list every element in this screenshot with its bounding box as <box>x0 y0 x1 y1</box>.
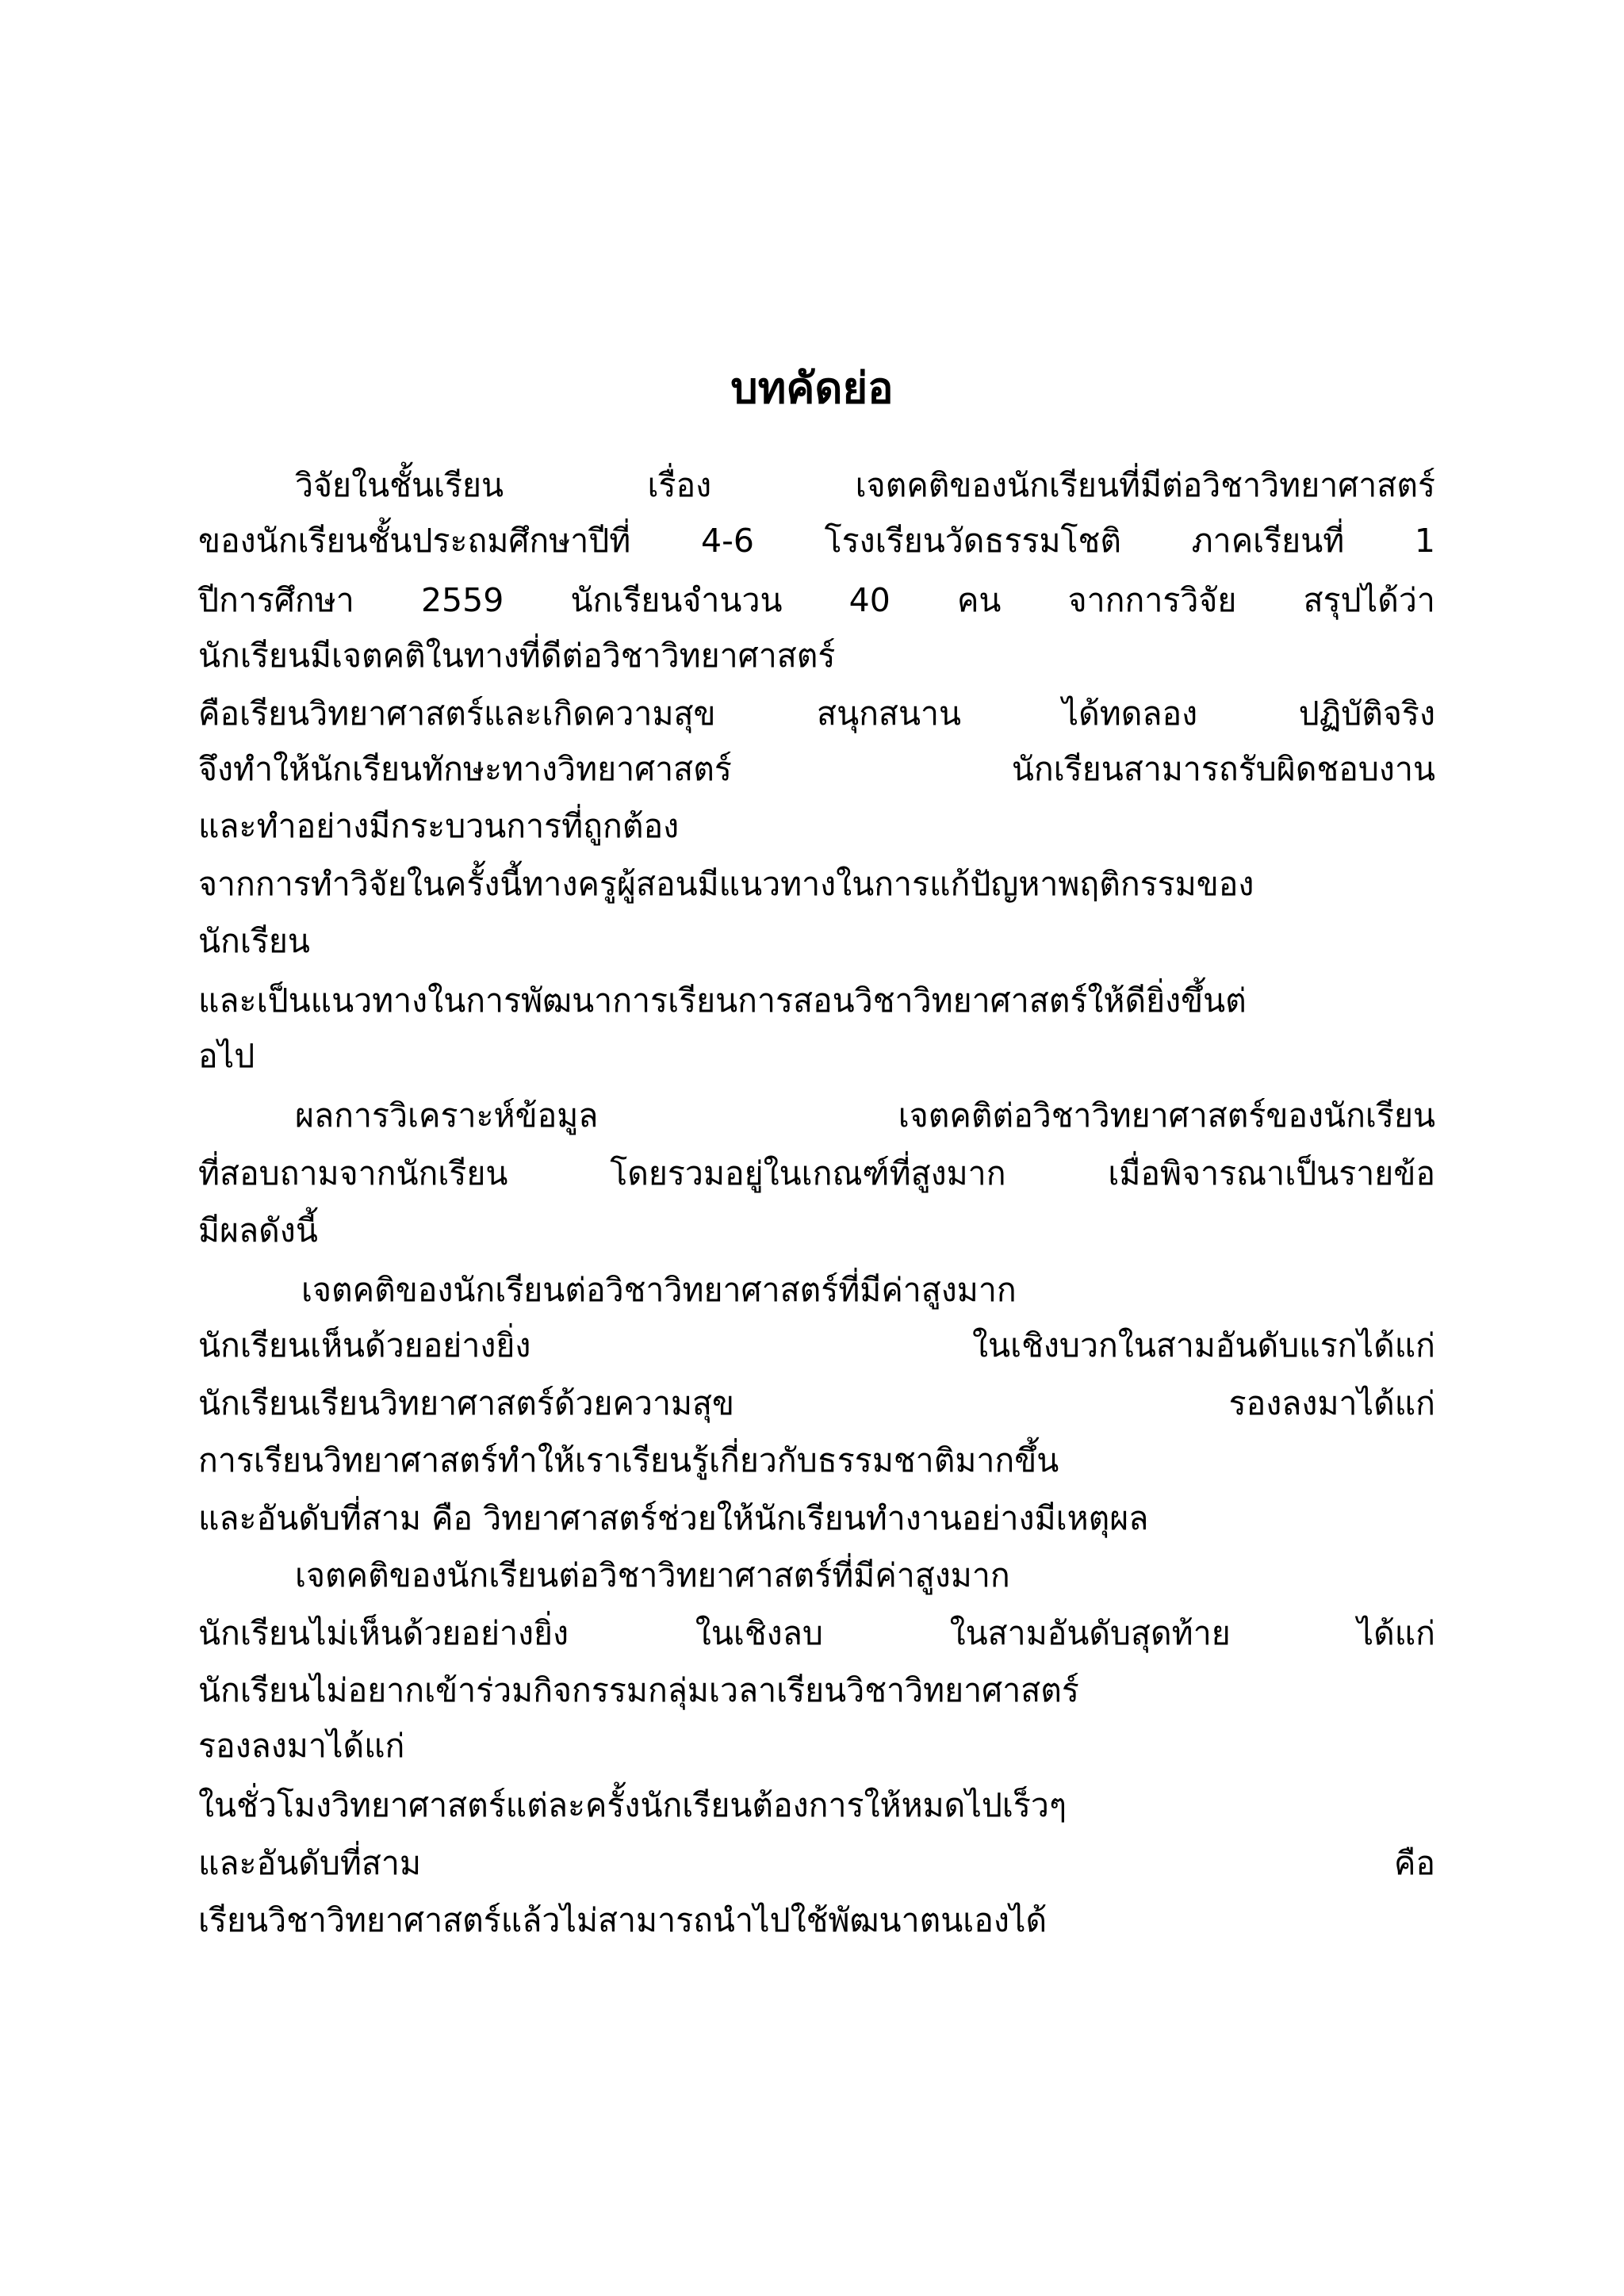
p1-line-4: นักเรียนมีเจตคติในทางที่ดีต่อวิชาวิทยาศาสตร์ <box>198 637 836 675</box>
p1-line-1-w3: เจตคติของนักเรียนที่มีต่อวิชาวิทยาศาสตร์ <box>855 466 1435 504</box>
p1-line-2 <box>198 515 1435 566</box>
p1-line-3-w5: คน <box>957 581 1002 619</box>
p2-line-1 <box>295 1090 1435 1141</box>
p1-line-3-w6: จากการวิจัย <box>1067 581 1237 619</box>
p3-line-4: การเรียนวิทยาศาสตร์ทำให้เราเรียนรู้เกี่ยวกับธรรมชาติมากขึ้น <box>198 1441 1059 1479</box>
p4-line-7: เรียนวิชาวิทยาศาสตร์แล้วไม่สามารถนำไปใช้พัฒนาตนเองได้ <box>198 1901 1048 1939</box>
p1-line-5-w3: ได้ทดลอง <box>1062 695 1198 733</box>
p4-line-2-w3: ในสามอันดับสุดท้าย <box>949 1614 1231 1652</box>
p1-line-9: นักเรียน <box>198 922 310 960</box>
p1-line-3-w7: สรุปได้ว่า <box>1303 581 1435 619</box>
p1-line-5-w2: สนุกสนาน <box>817 695 962 733</box>
p1-line-3 <box>198 575 1435 626</box>
p4-line-1: เจตคติของนักเรียนต่อวิชาวิทยาศาสตร์ที่มีค่าสูงมาก <box>295 1556 1010 1594</box>
p1-line-7: และทำอย่างมีกระบวนการที่ถูกต้อง <box>198 807 680 845</box>
p2-line-1-w2: เจตคติต่อวิชาวิทยาศาสตร์ของนักเรียน <box>898 1096 1435 1135</box>
p3-line-2 <box>198 1320 1435 1371</box>
p1-line-6-w2: นักเรียนสามารถรับผิดชอบงาน <box>1011 750 1435 788</box>
p3-line-2-w1: นักเรียนเห็นด้วยอย่างยิ่ง <box>198 1326 531 1364</box>
p1-line-2-w1: ของนักเรียนชั้นประถมศึกษาปีที่ <box>198 522 631 560</box>
p3-line-1: เจตคติของนักเรียนต่อวิชาวิทยาศาสตร์ที่มีค่าสูงมาก <box>301 1271 1017 1309</box>
p4-line-6 <box>198 1838 1435 1888</box>
p1-line-2-w5: 1 <box>1414 522 1435 560</box>
p2-line-1-w1: ผลการวิเคราะห์ข้อมูล <box>295 1096 599 1135</box>
p4-line-4: รองลงมาได้แก่ <box>198 1727 405 1765</box>
p4-line-2-w2: ในเชิงลบ <box>695 1614 823 1652</box>
p2-line-3: มีผลดังนี้ <box>198 1211 318 1249</box>
p1-line-3-w3: นักเรียนจำนวน <box>570 581 783 619</box>
abstract-title: บทคัดย่อ <box>730 363 894 413</box>
p1-line-6-w1: จึงทำให้นักเรียนทักษะทางวิทยาศาสตร์ <box>198 750 732 788</box>
p3-line-3 <box>198 1378 1435 1429</box>
p1-line-5 <box>198 688 1435 739</box>
p4-line-6-w1: และอันดับที่สาม <box>198 1844 421 1882</box>
p1-line-1-w1: วิจัยในชั้นเรียน <box>295 466 504 504</box>
p3-line-3-w1: นักเรียนเรียนวิทยาศาสตร์ด้วยความสุข <box>198 1384 735 1422</box>
p4-line-2 <box>198 1608 1435 1659</box>
p1-line-8: จากการทำวิจัยในครั้งนี้ทางครูผู้สอนมีแนวทางในการแก้ปัญหาพฤติกรรมของ <box>198 865 1254 903</box>
p3-line-3-w2: รองลงมาได้แก่ <box>1228 1384 1435 1422</box>
p1-line-1-w2: เรื่อง <box>647 466 712 504</box>
p1-line-3-w2: 2559 <box>420 581 504 619</box>
p4-line-5: ในชั่วโมงวิทยาศาสตร์แต่ละครั้งนักเรียนต้องการให้หมดไปเร็วๆ <box>198 1786 1067 1824</box>
p3-line-2-w2: ในเชิงบวกในสามอันดับแรกได้แก่ <box>972 1326 1435 1364</box>
p1-line-5-w4: ปฏิบัติจริง <box>1298 695 1435 733</box>
p2-line-2-w3: เมื่อพิจารณาเป็นรายข้อ <box>1108 1154 1435 1192</box>
p4-line-2-w1: นักเรียนไม่เห็นด้วยอย่างยิ่ง <box>198 1614 569 1652</box>
p2-line-2-w1: ที่สอบถามจากนักเรียน <box>198 1154 508 1192</box>
p4-line-3: นักเรียนไม่อยากเข้าร่วมกิจกรรมกลุ่มเวลาเรียนวิชาวิทยาศาสตร์ <box>198 1671 1079 1709</box>
p1-line-11: อไป <box>198 1037 255 1075</box>
p3-line-5: และอันดับที่สาม คือ วิทยาศาสตร์ช่วยให้นักเรียนทำงานอย่างมีเหตุผล <box>198 1499 1149 1537</box>
p1-line-3-w4: 40 <box>848 581 891 619</box>
p1-line-5-w1: คือเรียนวิทยาศาสตร์และเกิดความสุข <box>198 695 716 733</box>
p4-line-2-w4: ได้แก่ <box>1357 1614 1435 1652</box>
p1-line-1 <box>295 460 1435 511</box>
p1-line-2-w4: ภาคเรียนที่ <box>1191 522 1345 560</box>
p1-line-10: และเป็นแนวทางในการพัฒนาการเรียนการสอนวิชาวิทยาศาสตร์ให้ดียิ่งขึ้นต่ <box>198 982 1247 1020</box>
p1-line-3-w1: ปีการศึกษา <box>198 581 354 619</box>
p1-line-2-w2: 4-6 <box>701 522 754 560</box>
p1-line-2-w3: โรงเรียนวัดธรรมโชติ <box>824 522 1121 560</box>
p4-line-6-w2: คือ <box>1393 1844 1435 1882</box>
p2-line-2-w2: โดยรวมอยู่ในเกณฑ์ที่สูงมาก <box>610 1154 1006 1192</box>
p1-line-6 <box>198 744 1435 794</box>
p2-line-2 <box>198 1148 1435 1199</box>
